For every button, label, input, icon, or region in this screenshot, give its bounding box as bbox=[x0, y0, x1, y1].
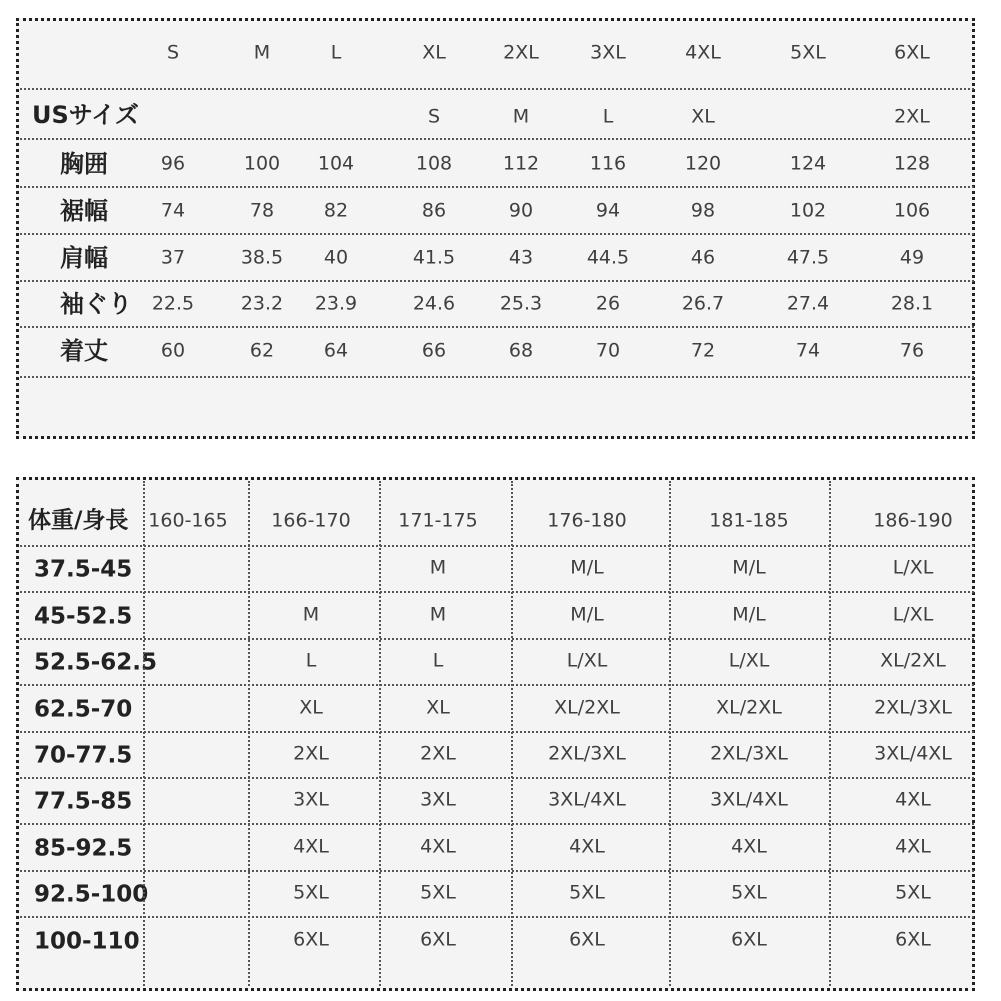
size-cell: L bbox=[305, 649, 317, 672]
weight-label: 45-52.5 bbox=[34, 603, 133, 630]
measurement-cell: 86 bbox=[421, 199, 447, 222]
size-cell: XL/2XL bbox=[554, 696, 620, 719]
size-cell: 2XL bbox=[420, 742, 456, 765]
column-divider bbox=[669, 481, 671, 986]
size-header-cell: M bbox=[253, 41, 271, 64]
measurement-cell: 128 bbox=[893, 152, 931, 175]
us-size-cell: 2XL bbox=[894, 105, 930, 128]
size-header-cell: XL bbox=[422, 41, 446, 64]
row-label: 袖ぐり bbox=[60, 290, 132, 318]
size-cell: 4XL bbox=[731, 835, 767, 858]
size-cell: 3XL bbox=[293, 788, 329, 811]
column-divider bbox=[829, 481, 831, 986]
size-cell: XL/2XL bbox=[880, 649, 946, 672]
measurement-cell: 68 bbox=[508, 339, 534, 362]
size-cell: M bbox=[429, 603, 447, 626]
measurement-cell: 98 bbox=[690, 199, 716, 222]
size-cell: 6XL bbox=[420, 928, 456, 951]
size-cell: M/L bbox=[732, 603, 766, 626]
size-cell: 4XL bbox=[569, 835, 605, 858]
size-cell: L/XL bbox=[728, 649, 770, 672]
height-header-cell: 171-175 bbox=[398, 509, 478, 532]
measurement-cell: 96 bbox=[160, 152, 186, 175]
weight-label: 77.5-85 bbox=[34, 788, 133, 815]
measurement-cell: 100 bbox=[243, 152, 281, 175]
measurement-cell: 27.4 bbox=[786, 292, 830, 315]
measurement-cell: 40 bbox=[323, 246, 349, 269]
column-divider bbox=[379, 481, 381, 986]
row-divider bbox=[20, 376, 974, 378]
us-size-cell: M bbox=[512, 105, 530, 128]
size-cell: M/L bbox=[570, 556, 604, 579]
size-cell: 4XL bbox=[895, 788, 931, 811]
size-cell: 5XL bbox=[420, 881, 456, 904]
size-cell: 6XL bbox=[731, 928, 767, 951]
size-cell: 4XL bbox=[895, 835, 931, 858]
size-cell: 5XL bbox=[569, 881, 605, 904]
measurement-cell: 26.7 bbox=[681, 292, 725, 315]
size-cell: 2XL/3XL bbox=[874, 696, 952, 719]
size-cell: M/L bbox=[570, 603, 604, 626]
size-header-cell: 2XL bbox=[503, 41, 539, 64]
measurement-cell: 72 bbox=[690, 339, 716, 362]
measurement-cell: 49 bbox=[899, 246, 925, 269]
measurement-cell: 60 bbox=[160, 339, 186, 362]
measurement-cell: 108 bbox=[415, 152, 453, 175]
size-header-cell: 4XL bbox=[685, 41, 721, 64]
size-cell: M bbox=[429, 556, 447, 579]
weight-label: 92.5-100 bbox=[34, 881, 149, 908]
weight-label: 37.5-45 bbox=[34, 556, 133, 583]
size-cell: XL bbox=[426, 696, 450, 719]
measurement-cell: 26 bbox=[595, 292, 621, 315]
measurement-cell: 66 bbox=[421, 339, 447, 362]
size-cell: 2XL/3XL bbox=[548, 742, 626, 765]
measurement-cell: 44.5 bbox=[586, 246, 630, 269]
measurement-cell: 104 bbox=[317, 152, 355, 175]
row-divider bbox=[20, 138, 974, 140]
measurement-cell: 112 bbox=[502, 152, 540, 175]
size-header-cell: S bbox=[166, 41, 180, 64]
size-cell: M bbox=[302, 603, 320, 626]
size-cell: 2XL bbox=[293, 742, 329, 765]
measurement-cell: 46 bbox=[690, 246, 716, 269]
size-cell: 2XL/3XL bbox=[710, 742, 788, 765]
column-divider bbox=[511, 481, 513, 986]
row-divider bbox=[20, 186, 974, 188]
height-header-cell: 181-185 bbox=[709, 509, 789, 532]
measurement-cell: 82 bbox=[323, 199, 349, 222]
size-cell: XL bbox=[299, 696, 323, 719]
measurement-cell: 102 bbox=[789, 199, 827, 222]
measurement-cell: 28.1 bbox=[890, 292, 934, 315]
measurement-cell: 64 bbox=[323, 339, 349, 362]
measurement-cell: 106 bbox=[893, 199, 931, 222]
measurement-cell: 37 bbox=[160, 246, 186, 269]
size-header-cell: 3XL bbox=[590, 41, 626, 64]
size-cell: 5XL bbox=[895, 881, 931, 904]
measurement-cell: 70 bbox=[595, 339, 621, 362]
measurement-cell: 43 bbox=[508, 246, 534, 269]
measurement-cell: 76 bbox=[899, 339, 925, 362]
measurement-cell: 25.3 bbox=[499, 292, 543, 315]
size-cell: 6XL bbox=[569, 928, 605, 951]
row-label: 着丈 bbox=[60, 337, 108, 365]
row-divider bbox=[20, 233, 974, 235]
row-divider bbox=[20, 280, 974, 282]
row-label: 肩幅 bbox=[60, 244, 108, 272]
size-cell: L bbox=[432, 649, 444, 672]
measurement-cell: 22.5 bbox=[151, 292, 195, 315]
size-header-cell: L bbox=[330, 41, 342, 64]
weight-label: 70-77.5 bbox=[34, 742, 133, 769]
measurement-cell: 41.5 bbox=[412, 246, 456, 269]
size-cell: 3XL/4XL bbox=[710, 788, 788, 811]
size-cell: XL/2XL bbox=[716, 696, 782, 719]
column-divider bbox=[143, 481, 145, 986]
measurement-cell: 38.5 bbox=[240, 246, 284, 269]
height-header-cell: 186-190 bbox=[873, 509, 953, 532]
height-header-cell: 160-165 bbox=[148, 509, 228, 532]
measurement-cell: 78 bbox=[249, 199, 275, 222]
size-cell: L/XL bbox=[892, 603, 934, 626]
size-cell: L/XL bbox=[892, 556, 934, 579]
measurement-cell: 94 bbox=[595, 199, 621, 222]
weight-label: 52.5-62.5 bbox=[34, 649, 158, 676]
measurement-cell: 90 bbox=[508, 199, 534, 222]
us-size-cell: L bbox=[602, 105, 614, 128]
corner-label: 体重/身長 bbox=[28, 507, 129, 534]
measurement-cell: 47.5 bbox=[786, 246, 830, 269]
size-cell: 5XL bbox=[731, 881, 767, 904]
column-divider bbox=[248, 481, 250, 986]
measurement-cell: 124 bbox=[789, 152, 827, 175]
measurement-cell: 74 bbox=[160, 199, 186, 222]
weight-label: 85-92.5 bbox=[34, 835, 133, 862]
row-label: 裾幅 bbox=[60, 197, 108, 225]
size-header-cell: 5XL bbox=[790, 41, 826, 64]
size-cell: 3XL/4XL bbox=[874, 742, 952, 765]
weight-label: 62.5-70 bbox=[34, 696, 133, 723]
row-label: 胸囲 bbox=[60, 150, 108, 178]
measurement-cell: 74 bbox=[795, 339, 821, 362]
size-cell: 3XL bbox=[420, 788, 456, 811]
us-size-cell: S bbox=[427, 105, 441, 128]
size-measurement-table bbox=[16, 18, 975, 439]
size-cell: 3XL/4XL bbox=[548, 788, 626, 811]
row-divider bbox=[20, 326, 974, 328]
measurement-cell: 24.6 bbox=[412, 292, 456, 315]
measurement-cell: 116 bbox=[589, 152, 627, 175]
measurement-cell: 23.9 bbox=[314, 292, 358, 315]
size-cell: L/XL bbox=[566, 649, 608, 672]
measurement-cell: 120 bbox=[684, 152, 722, 175]
size-cell: 5XL bbox=[293, 881, 329, 904]
height-header-cell: 176-180 bbox=[547, 509, 627, 532]
size-cell: M/L bbox=[732, 556, 766, 579]
size-header-cell: 6XL bbox=[894, 41, 930, 64]
size-cell: 4XL bbox=[293, 835, 329, 858]
us-size-cell: XL bbox=[691, 105, 715, 128]
measurement-cell: 23.2 bbox=[240, 292, 284, 315]
row-label-us-size: USサイズ bbox=[32, 101, 139, 129]
size-cell: 6XL bbox=[895, 928, 931, 951]
size-cell: 4XL bbox=[420, 835, 456, 858]
row-divider bbox=[20, 88, 974, 90]
height-header-cell: 166-170 bbox=[271, 509, 351, 532]
size-cell: 6XL bbox=[293, 928, 329, 951]
weight-height-size-table bbox=[16, 477, 975, 991]
measurement-cell: 62 bbox=[249, 339, 275, 362]
weight-label: 100-110 bbox=[34, 928, 140, 955]
